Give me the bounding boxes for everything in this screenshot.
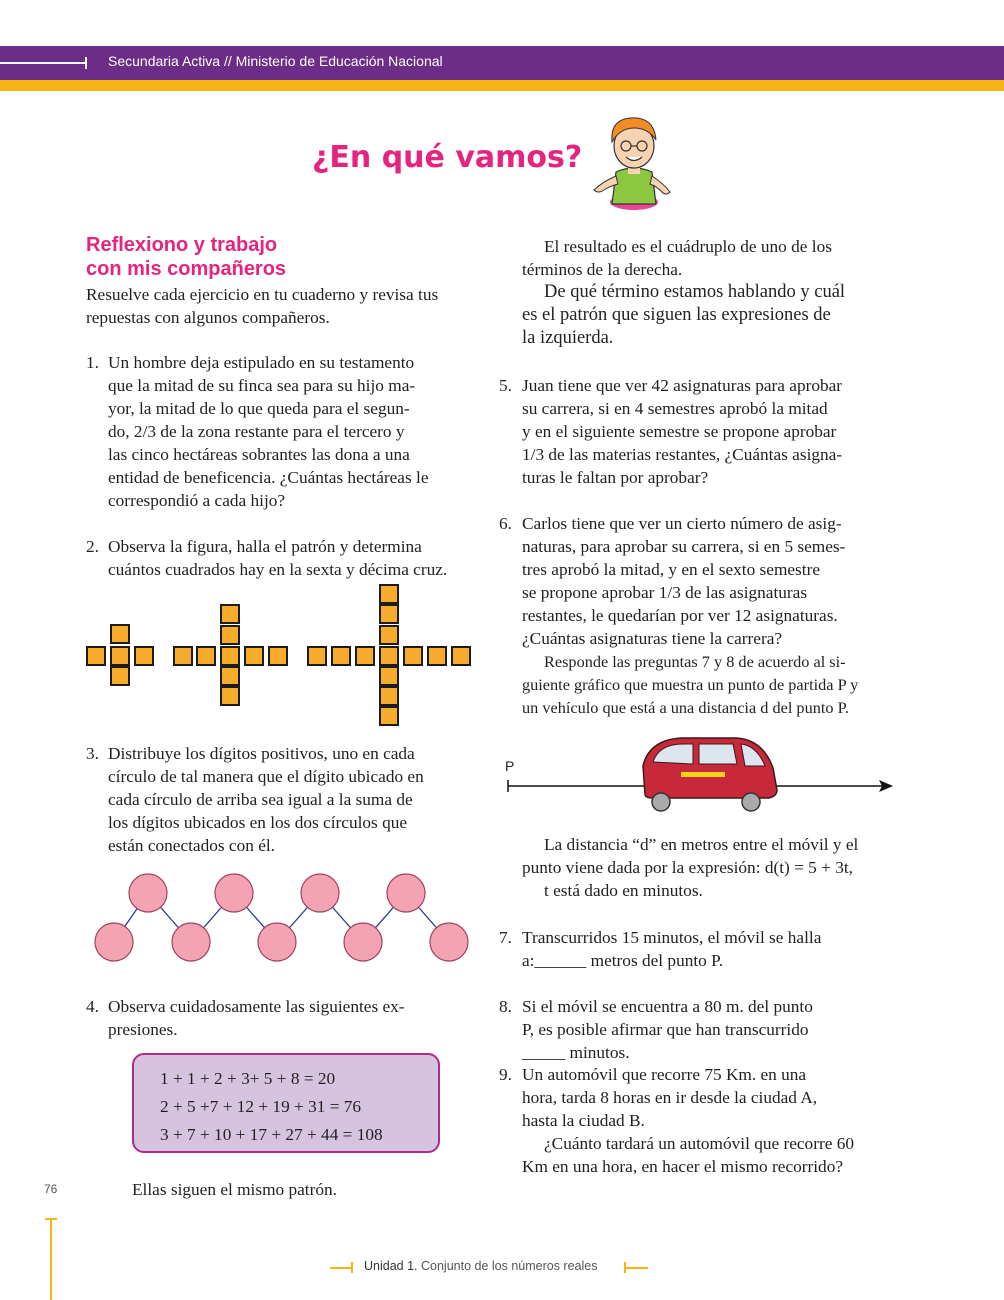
q8-number: 8. [499,997,512,1016]
top-circle [301,874,339,912]
bottom-circle [172,923,210,961]
q1-number: 1. [86,353,99,372]
expression-line: 2 + 5 +7 + 12 + 19 + 31 = 76 [160,1097,362,1116]
q6-text: Carlos tiene que ver un cierto número de asig- naturas, para aprobar su carrera, si en 5 semes- tres aprobó la mitad, y en el sexto semestre se propone aprobar 1/3 de las asignaturas restantes, le quedarían por ver 12 asignaturas. ¿Cuántas asignaturas tiene la carrera? [522,514,846,648]
circles-figure [86,868,486,968]
q9-number: 9. [499,1065,512,1084]
section-heading-line2: con mis compañeros [86,258,287,280]
footer-unit-text: Conjunto de los números reales [417,1259,598,1273]
footer-vertical-line [50,1218,52,1300]
cross-square [379,706,399,726]
footer-line-right [626,1267,648,1269]
top-circle [129,874,167,912]
q3-number: 3. [86,744,99,763]
q9-text: Un automóvil que recorre 75 Km. en una hora, tarda 8 horas en ir desde la ciudad A, hasta la ciudad B. [522,1065,818,1130]
closing-text: Ellas siguen el mismo patrón. [132,1180,337,1199]
bottom-circle [258,923,296,961]
q7-text: Transcurridos 15 minutos, el móvil se halla a:______ metros del punto P. [522,928,822,970]
footer-unit-bold: Unidad 1. [364,1259,418,1273]
q8-text: Si el móvil se encuentra a 80 m. del punto P, es posible afirmar que han transcurrido _____ minutos. [522,997,813,1062]
cross-square [331,646,351,666]
expression-line: 1 + 1 + 2 + 3+ 5 + 8 = 20 [160,1069,336,1088]
cross-square [355,646,375,666]
q5-number: 5. [499,376,512,395]
cross-square [110,624,130,644]
q3-text: Distribuye los dígitos positivos, uno en cada círculo de tal manera que el dígito ubicado en cada círculo de arriba sea igual a la suma de los dígitos ubicados en los dos círculos que están conectados con él. [108,744,424,855]
q4-number: 4. [86,997,99,1016]
footer-line-left [330,1267,352,1269]
cross-square [110,646,130,666]
cross-square [220,625,240,645]
r-para2: De qué término estamos hablando y cuál es el patrón que siguen las expresiones de la izquierda. [522,282,846,348]
intro-text: Resuelve cada ejercicio en tu cuaderno y revisa tus repuestas con algunos compañeros. [86,285,439,327]
top-circle [215,874,253,912]
cross-square [379,646,399,666]
q9-followup: ¿Cuánto tardará un automóvil que recorre 60 Km en una hora, en hacer el mismo recorrido? [522,1134,854,1176]
cross-square [379,625,399,645]
q1-text: Un hombre deja estipulado en su testamento que la mitad de su finca sea para su hijo ma- yor, la mitad de lo que queda para el segun- do, 2/3 de la zona restante para el tercero y las cinco hectáreas sobrantes las dona a una entidad de beneficencia. ¿Cuántas hectáreas le correspondió a cada hijo? [108,353,429,510]
bottom-circle [344,923,382,961]
cross-square [403,646,423,666]
header-line [0,62,86,64]
cross-square [379,604,399,624]
cross-square [268,646,288,666]
page-title: ¿En qué vamos? [312,140,583,175]
q6-number: 6. [499,514,512,533]
cross-square [307,646,327,666]
footer-unit [364,1259,597,1273]
cross-square [220,646,240,666]
cross-square [220,686,240,706]
distance-text: La distancia “d” en metros entre el móvil y el punto viene dada por la expresión: d(t) = 5 + 3t, t está dado en minutos. [522,835,859,900]
q2-number: 2. [86,537,99,556]
cross-square [220,666,240,686]
cross-square [220,604,240,624]
cross-square [86,646,106,666]
footer-tick-right [624,1262,626,1273]
page-number: 76 [44,1182,58,1196]
section-heading-line1: Reflexiono y trabajo [86,234,278,256]
cross-square [196,646,216,666]
header-tick [85,57,87,69]
q4-text: Observa cuidadosamente las siguientes ex- presiones. [108,997,405,1039]
intro-q7-q8: Responde las preguntas 7 y 8 de acuerdo al si- guiente gráfico que muestra un punto de partida P y un vehículo que está a una distancia d del punto P. [522,652,859,717]
point-p-label: P [505,758,515,774]
header-stripe [0,80,1004,91]
mascot-boy-illustration [588,112,676,212]
cross-square [110,666,130,686]
bottom-circle [95,923,133,961]
cross-square [244,646,264,666]
q5-text: Juan tiene que ver 42 asignaturas para aprobar su carrera, si en 4 semestres aprobó la mitad y en el siguiente semestre se propone aprobar 1/3 de las materias restantes, ¿Cuántas asigna- turas le faltan por aprobar? [522,376,843,487]
cross-square [379,686,399,706]
r-para1: El resultado es el cuádruplo de uno de los términos de la derecha. [522,237,832,279]
vehicle-icon [643,738,777,811]
header-title: Secundaria Activa // Ministerio de Educación Nacional [108,53,443,69]
cross-square [173,646,193,666]
vehicle-diagram [505,732,895,816]
cross-square [379,584,399,604]
footer-vertical-tick [45,1218,57,1220]
cross-square [451,646,471,666]
bottom-circle [430,923,468,961]
cross-square [134,646,154,666]
q7-number: 7. [499,928,512,947]
cross-square [427,646,447,666]
cross-square [379,666,399,686]
top-circle [387,874,425,912]
q2-text: Observa la figura, halla el patrón y determina cuántos cuadrados hay en la sexta y décima cruz. [108,537,448,579]
footer-tick-left [351,1262,353,1273]
expression-line: 3 + 7 + 10 + 17 + 27 + 44 = 108 [160,1125,383,1144]
